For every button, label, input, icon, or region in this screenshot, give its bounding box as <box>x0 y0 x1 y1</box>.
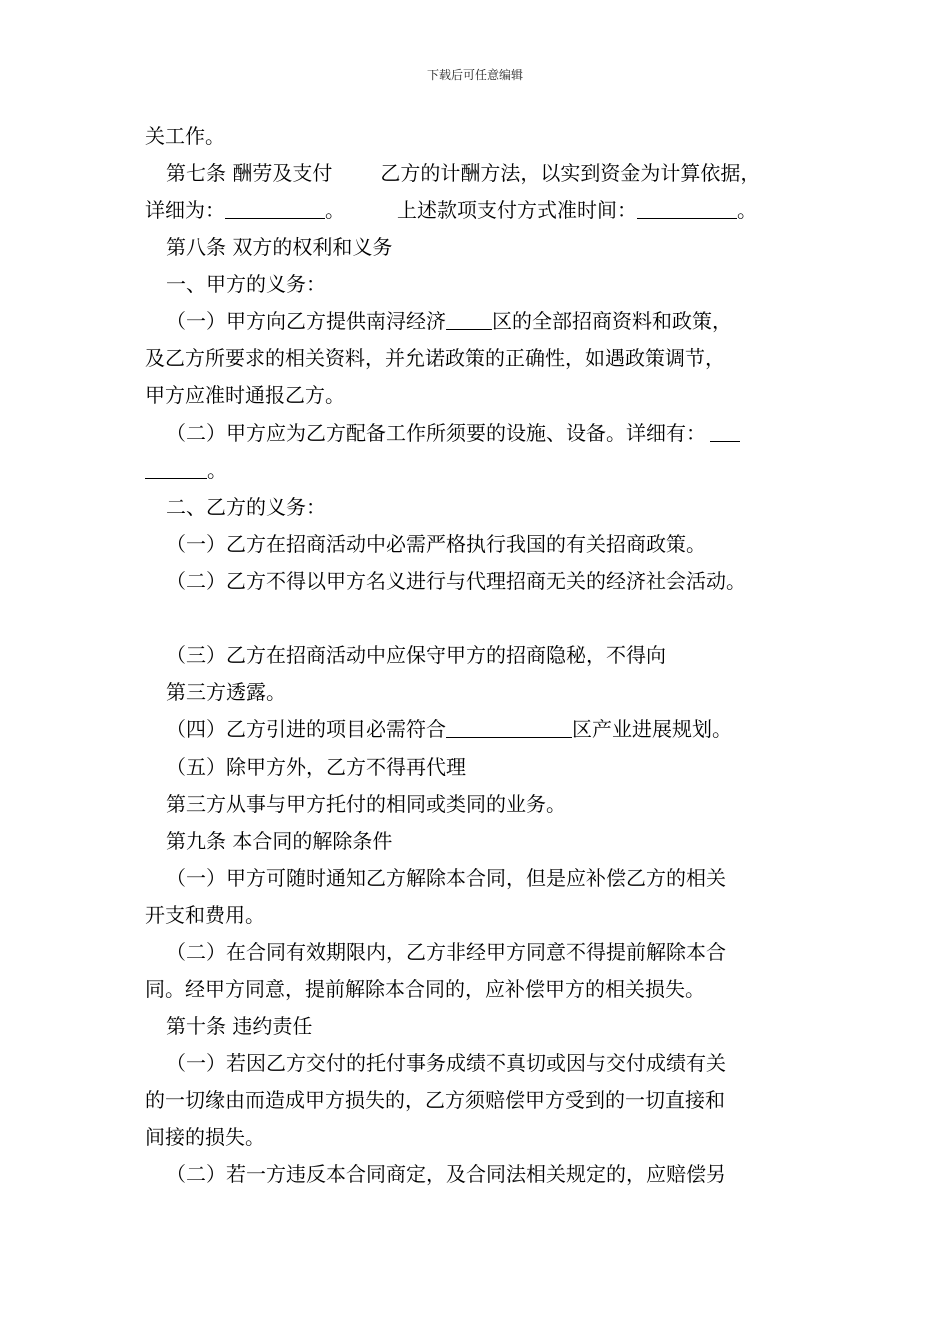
text-line: （一）乙方在招商活动中必需严格执行我国的有关招商政策。 <box>166 532 706 556</box>
fill-in-blank[interactable] <box>225 200 325 219</box>
article-7-heading: 第七条 酬劳及支付 乙方的计酬方法，以实到资金为计算依据， <box>166 161 761 185</box>
text-line: 间接的损失。 <box>145 1125 265 1149</box>
text-line: （一）甲方向乙方提供南浔经济 区的全部招商资料和政策， <box>166 309 732 333</box>
text-line: （三）乙方在招商活动中应保守甲方的招商隐秘，不得向 <box>166 643 666 667</box>
text-line: 及乙方所要求的相关资料，并允诺政策的正确性，如遇政策调节， <box>145 346 725 370</box>
text-line: 。 <box>145 458 227 482</box>
fill-in-blank[interactable] <box>145 460 207 479</box>
text-line: 第三方从事与甲方托付的相同或类同的业务。 <box>166 792 566 816</box>
text-line: 甲方应准时通报乙方。 <box>145 383 345 407</box>
text-line: （一）甲方可随时通知乙方解除本合同，但是应补偿乙方的相关 <box>166 866 726 890</box>
text-line: （二）甲方应为乙方配备工作所须要的设施、设备。详细有： <box>166 421 740 445</box>
text-line: 开支和费用。 <box>145 903 265 927</box>
fill-in-blank[interactable] <box>637 200 737 219</box>
section-heading: 一、甲方的义务： <box>166 272 326 296</box>
text-line: 详细为： 。 上述款项支付方式准时间： 。 <box>145 198 757 222</box>
fill-in-blank[interactable] <box>446 719 572 738</box>
article-8-heading: 第八条 双方的权利和义务 <box>166 235 393 259</box>
text-line: （一）若因乙方交付的托付事务成绩不真切或因与交付成绩有关 <box>166 1051 726 1075</box>
text-line: （五）除甲方外，乙方不得再代理 <box>166 755 466 779</box>
text-line: （二）若一方违反本合同商定，及合同法相关规定的，应赔偿另 <box>166 1162 726 1186</box>
text-line: 同。经甲方同意，提前解除本合同的，应补偿甲方的相关损失。 <box>145 977 705 1001</box>
text-line: （二）乙方不得以甲方名义进行与代理招商无关的经济社会活动。 <box>166 569 746 593</box>
text-line: （二）在合同有效期限内，乙方非经甲方同意不得提前解除本合 <box>166 940 726 964</box>
fill-in-blank[interactable] <box>710 423 740 442</box>
section-heading: 二、乙方的义务： <box>166 495 326 519</box>
text-line: 第三方透露。 <box>166 680 286 704</box>
text-line: 的一切缘由而造成甲方损失的，乙方须赔偿甲方受到的一切直接和 <box>145 1088 725 1112</box>
page-header: 下载后可任意编辑 <box>426 68 523 82</box>
text-line: （四）乙方引进的项目必需符合 区产业进展规划。 <box>166 717 732 741</box>
text-line: 关工作。 <box>145 124 225 148</box>
article-9-heading: 第九条 本合同的解除条件 <box>166 829 393 853</box>
fill-in-blank[interactable] <box>446 311 492 330</box>
article-10-heading: 第十条 违约责任 <box>166 1014 313 1038</box>
